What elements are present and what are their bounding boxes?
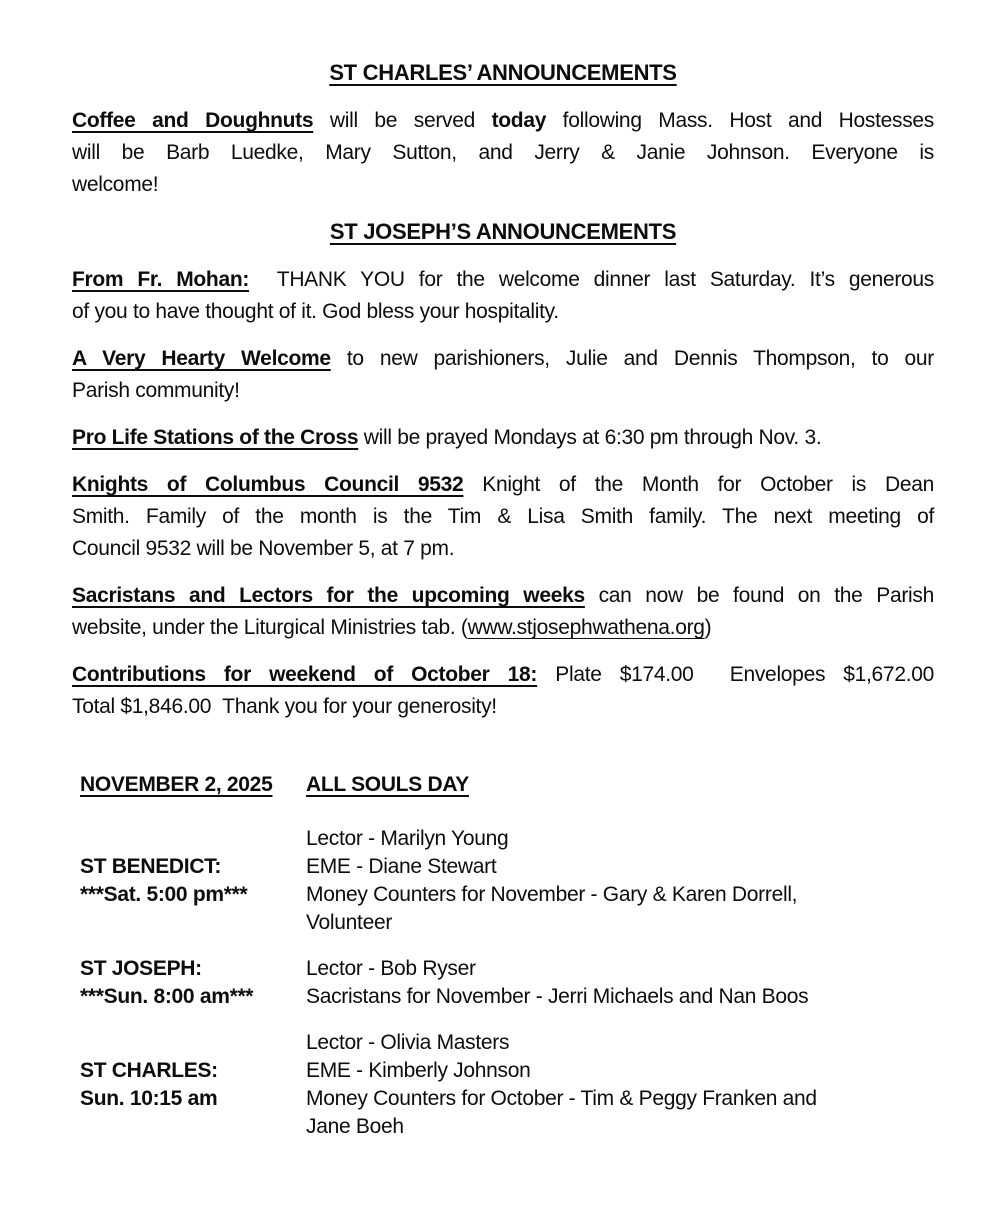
text-line	[72, 691, 934, 723]
text-segment: THANK YOU for the welcome dinner last Saturday. It’s generous	[249, 268, 934, 291]
text-segment: Council 9532 will be November 5, at 7 pm.	[72, 537, 455, 560]
paragraph-coffee-and-doughnuts	[72, 105, 934, 201]
mass-time: ***Sun. 8:00 am***	[80, 985, 254, 1008]
detail-line: Lector - Bob Ryser	[306, 957, 476, 980]
text-segment: Knight of the Month for October is Dean	[463, 473, 934, 496]
detail-line: EME - Kimberly Johnson	[306, 1059, 531, 1082]
section-heading-st-charles-announcements	[72, 57, 934, 89]
schedule-church-cell	[80, 955, 306, 1011]
text-segment: will be Barb Luedke, Mary Sutton, and Jerry & Janie Johnson. Everyone is	[72, 141, 934, 164]
section-heading-text: ST JOSEPH’S ANNOUNCEMENTS	[329, 219, 677, 244]
paragraph-from-fr-mohan	[72, 264, 934, 328]
text-line	[72, 296, 934, 328]
paragraph-lead: A Very Hearty Welcome	[72, 347, 331, 370]
paragraph-hearty-welcome	[72, 343, 934, 407]
text-segment: Total $1,846.00 Thank you for your generosity!	[72, 695, 497, 718]
text-segment: Smith. Family of the month is the Tim & Lisa Smith family. The next meeting of	[72, 505, 934, 528]
text-segment: can now be found on the Parish	[584, 584, 934, 607]
schedule-church-cell	[80, 853, 306, 909]
paragraph-lead: From Fr. Mohan:	[72, 268, 250, 291]
text-line	[72, 533, 934, 565]
section-heading-text: ST CHARLES’ ANNOUNCEMENTS	[329, 60, 677, 85]
detail-line: Lector - Marilyn Young	[306, 827, 509, 850]
detail-line: Sacristans for November - Jerri Michaels and Nan Boos	[306, 985, 809, 1008]
text-line	[72, 264, 934, 296]
text-segment: welcome!	[72, 173, 159, 196]
text-segment: )	[704, 616, 712, 639]
text-segment: website, under the Liturgical Ministries tab. (	[72, 616, 468, 639]
mass-time: ***Sat. 5:00 pm***	[80, 883, 248, 906]
detail-line: EME - Diane Stewart	[306, 855, 497, 878]
schedule-table	[80, 771, 934, 1141]
detail-line: Lector - Olivia Masters	[306, 1031, 510, 1054]
paragraph-lead: Knights of Columbus Council 9532	[72, 473, 464, 496]
church-name: ST BENEDICT:	[80, 855, 222, 878]
church-name: ST JOSEPH:	[80, 957, 202, 980]
text-segment: Parish community!	[72, 379, 240, 402]
url-link[interactable]: www.stjosephwathena.org	[467, 616, 705, 639]
schedule-row-st-joseph	[80, 955, 934, 1011]
schedule-church-cell	[80, 1057, 306, 1113]
text-line	[72, 501, 934, 533]
text-line	[72, 137, 934, 169]
text-line	[72, 375, 934, 407]
paragraph-contributions	[72, 659, 934, 723]
schedule-details-cell	[306, 825, 934, 937]
detail-line: Volunteer	[306, 911, 393, 934]
schedule-date-header: NOVEMBER 2, 2025	[80, 773, 273, 796]
text-line	[72, 422, 934, 454]
paragraph-lead: Pro Life Stations of the Cross	[72, 426, 359, 449]
text-line	[72, 659, 934, 691]
text-line	[72, 343, 934, 375]
section-heading-st-josephs-announcements	[72, 216, 934, 248]
schedule-row-st-benedict	[80, 825, 934, 937]
church-name: ST CHARLES:	[80, 1059, 218, 1082]
schedule-details-cell	[306, 1029, 934, 1141]
paragraph-knights-of-columbus	[72, 469, 934, 565]
detail-line: Money Counters for October - Tim & Peggy Franken and	[306, 1087, 817, 1110]
mass-time: Sun. 10:15 am	[80, 1087, 218, 1110]
paragraph-sacristans-and-lectors	[72, 580, 934, 644]
paragraph-lead: Sacristans and Lectors for the upcoming weeks	[72, 584, 585, 607]
text-segment: following Mass. Host and Hostesses	[546, 109, 935, 132]
schedule-header-row	[80, 771, 934, 799]
text-segment: will be prayed Mondays at 6:30 pm through Nov. 3.	[358, 426, 822, 449]
paragraph-lead: Contributions for weekend of October 18:	[72, 663, 538, 686]
detail-line: Jane Boeh	[306, 1115, 404, 1138]
text-segment: Plate $174.00 Envelopes $1,672.00	[537, 663, 934, 686]
text-line	[72, 469, 934, 501]
schedule-row-st-charles	[80, 1029, 934, 1141]
text-segment: will be served	[313, 109, 492, 132]
bold-text: today	[491, 109, 547, 132]
paragraph-pro-life-stations	[72, 422, 934, 454]
schedule-title-header: ALL SOULS DAY	[306, 773, 469, 796]
text-line	[72, 612, 934, 644]
schedule-details-cell	[306, 955, 934, 1011]
detail-line: Money Counters for November - Gary & Karen Dorrell,	[306, 883, 798, 906]
paragraph-lead: Coffee and Doughnuts	[72, 109, 314, 132]
text-segment: to new parishioners, Julie and Dennis Thompson, to our	[330, 347, 934, 370]
text-segment: of you to have thought of it. God bless your hospitality.	[72, 300, 559, 323]
text-line	[72, 169, 934, 201]
text-line	[72, 105, 934, 137]
text-line	[72, 580, 934, 612]
